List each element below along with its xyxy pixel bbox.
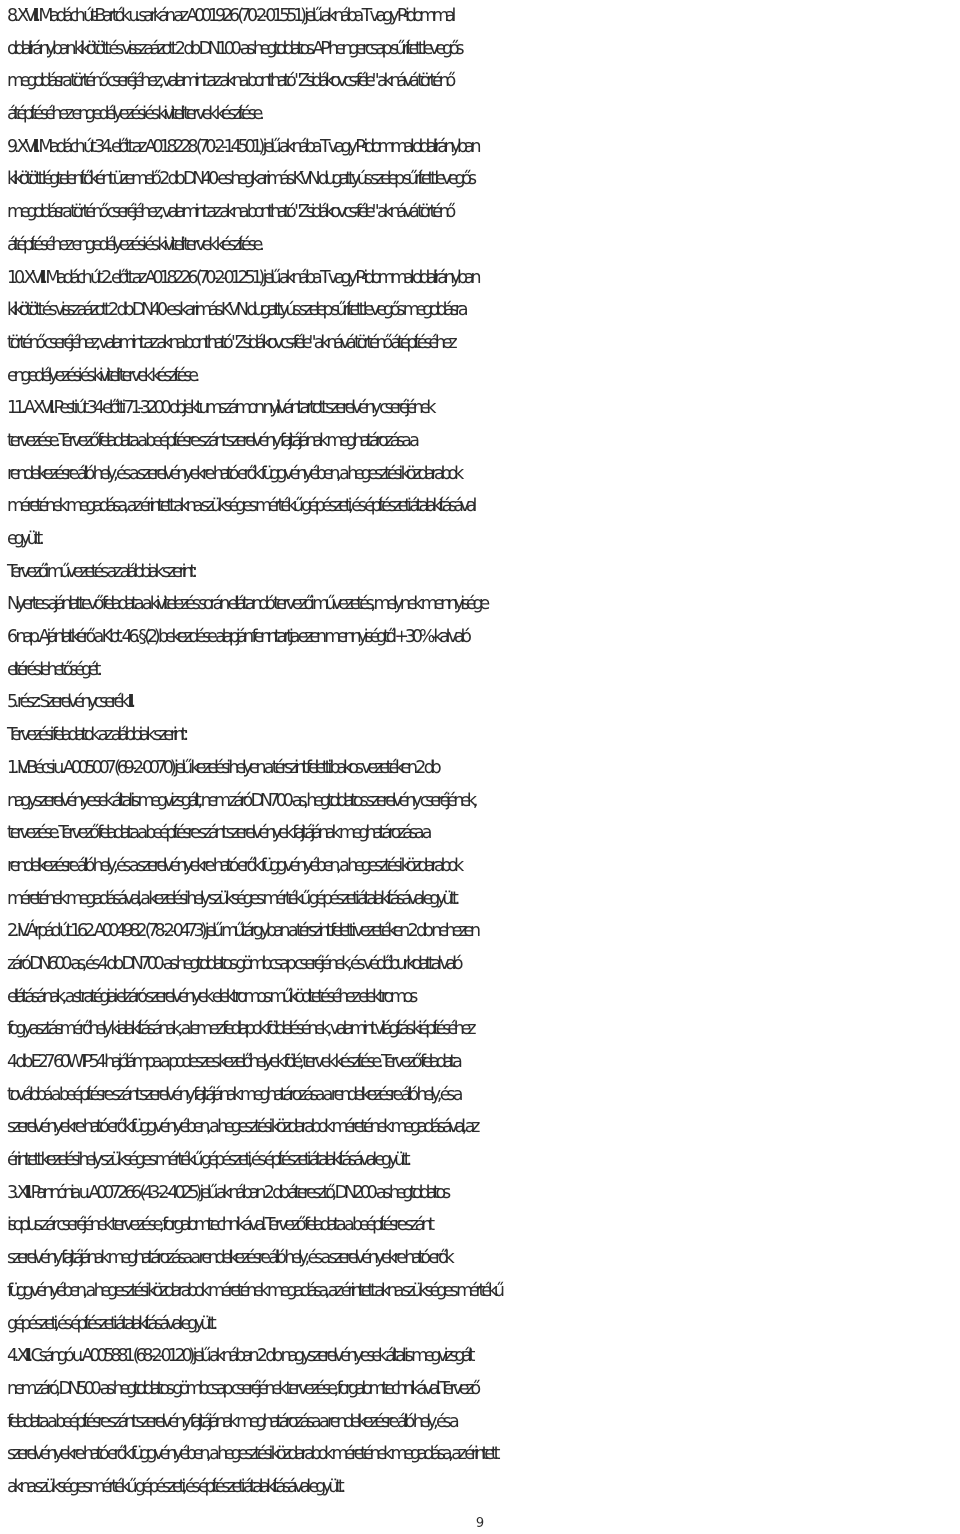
text-line: oldalirányban kikötött és visszaázott 2 db DN100-as hegtoldatos AP hengercsap sűrített levegős — [7, 38, 461, 59]
text-line: együtt. — [7, 529, 41, 549]
text-line: kikötött légtelenítőként üzemelő 2 db DN40-es hegkarimás KVN dugattyús szelep sűrített levegős — [7, 169, 473, 190]
text-line: rendelkezésre álló hely, és a szerelvényekre ható erők függvényében, a hegesztési közdarabok — [7, 463, 461, 484]
text-line: tervezése. Tervező feladata a beépítésre szánt szerelvények fajtájának meghatározása a — [7, 823, 429, 844]
text-line: 8. XVIII. Madách út-Bartók u. sarkán az A001926 (70-2-01551) jelű aknába T vagy P-idommal — [7, 6, 453, 26]
text-line: 4 db E27 60W IP54 hajólámpa a podeszes kezelőhelyek fölé, tervek készítése. Tervező feladata — [7, 1052, 459, 1072]
text-line: akna szükséges mértékű gépészeti, és építészeti átalakításával együtt. — [7, 1476, 342, 1497]
text-line: kikötött és visszaázott 2 db DN40-es karimás KVN dugattyús szelep sűrített levegős megoldásra — [7, 300, 465, 321]
text-line: átépítéséhez engedélyezési és kiviteli tervek készítése. — [7, 234, 261, 255]
text-line: 11. A XVII. Pesti út 34 előtti 71-3200 objektumszámon nyilvántartott szerelvény cseréjének — [7, 398, 433, 419]
text-line: 3. XIII. Pannónia u. A007266 (43-2-4025) jelű aknában 2 db áteresztő, DN200-as hegtoldatos — [7, 1182, 448, 1203]
text-line: 1. IV. Bécsi u. A005007 (69-2-0070) jelű kezelési helyen a térszint feletti bakos vezetéken 2 db — [7, 757, 438, 778]
text-line: rendelkezésre álló hely, és a szerelvényekre ható erők függvényében, a hegesztési közdarabok — [7, 855, 461, 876]
document-body — [7, 0, 957, 1504]
text-line: továbbá a beépítésre szánt szerelvény fajtájának meghatározása a rendelkezésre álló hely, és a — [7, 1084, 460, 1105]
section-heading: Tervezési feladatok az alábbiak szerint: — [7, 725, 186, 746]
text-line: méretének megadása, az érintett akna szükséges mértékű gépészeti, és építészeti átalakításával — [7, 496, 474, 517]
text-line: 10. XVIII. Madách út 2. előtt az A018226 (70-2-01251) jelű aknába T vagy P-idommal oldalirányban — [7, 267, 478, 288]
page-number: 9 — [475, 1516, 485, 1531]
text-line: fogyasztásmérőhely kialakításának, a lemez fedlapok földelésének, valamint világítás kiépítéséhez — [7, 1019, 473, 1040]
text-line: megoldásra történő cseréjéhez, valamint az akna bontható "Zsidákovcs-féle" aknává történő — [7, 71, 453, 92]
text-line: függvényében, a hegesztési közdarabok méretének megadása, az érintett akna szükséges mértékű — [7, 1280, 501, 1301]
text-line: 2. IV. Árpád út 162. A004982 (78-2-0473) jelű műtárgyban a térszint feletti vezetéken 2 db nehezen — [7, 921, 477, 942]
text-line: megoldásra történő cseréjéhez, valamint az akna bontható "Zsidákovcs-féle" aknává történő — [7, 202, 453, 223]
text-line: ellátásának, a stratégiai elzáró szerelvények elektromos működtetéséhez elektromos — [7, 986, 415, 1007]
text-line: isoplus zár cseréjének tervezése, forgalomtechnikával. Tervező feladata a beépítésre szánt — [7, 1215, 431, 1236]
text-line: szerelvény fajtájának meghatározása a rendelkezésre álló hely, és a szerelvényekre ható erők — [7, 1248, 451, 1269]
text-line: eltérés lehetőségét. — [7, 659, 99, 680]
text-line: szerelvényekre ható erők függvényében, a hegesztési közdarabok méretének megadása, az érintett — [7, 1444, 497, 1465]
text-line: 4. XIII. Csángó u. A005881 (68-2-0120) jelű aknában 2 db nagyszerelvényesek által is megvizsgált — [7, 1346, 472, 1367]
text-line: záró DN600-as, és 4 db DN700-as hegtoldatos gömbcsap cseréjének, és védőburkolattal való — [7, 953, 460, 974]
text-line: gépészeti, és építészeti átalakításával együtt. — [7, 1313, 215, 1334]
text-line: méretének megadásával, a kezelési hely szükséges mértékű gépészeti átalakításával együtt. — [7, 888, 457, 909]
text-line: nagyszerelvényesek által is megvizsgált, nem záró DN700-as, hegtoldatos szerelvény cseréjének, — [7, 790, 475, 811]
text-line: történő cseréjéhez, valamint az akna bontható "Zsidákovcs-féle" aknává történő átépítéséhez — [7, 332, 454, 353]
text-line: engedélyezési és kiviteli tervek készítése. — [7, 365, 197, 386]
text-line: átépítéséhez engedélyezési és kiviteli tervek készítése. — [7, 104, 261, 125]
text-line: érintett kezelési hely szükséges mértékű gépészeti, és építészeti átalakításával együtt. — [7, 1150, 408, 1171]
text-line: tervezése. Tervező feladata a beépítésre szánt szerelvény fajtájának meghatározása a — [7, 430, 416, 451]
text-line: 6 nap. Ajánlatkérő a Kbt. 46. § (2) bekezdése alapján fenntartja ezen mennyiségtől +30%-kal való — [7, 627, 468, 648]
text-line: 9. XVIII. Madách út 34. előtt az A018228 (70-2-14501) jelű aknába T vagy P-idommal oldalirányban — [7, 136, 478, 157]
text-line: nem záró, DN500-as hegtoldatos gömbcsap cseréjének tervezése, forgalomtechnikával. Tervező — [7, 1378, 477, 1399]
text-line: szerelvényekre ható erők függvényében, a hegesztési közdarabok méretének megadásával, az — [7, 1117, 477, 1138]
text-line: Nyertes ajánlattevő feladata a kivitelezés során ellátandó tervezői művezetés, melynek mennyisége — [7, 594, 487, 615]
text-line: feladata a beépítésre szánt szerelvény fajtájának meghatározása a rendelkezésre álló hely, és a — [7, 1411, 456, 1432]
section-heading: Tervezői művezetés az alábbiak szerint: — [7, 561, 194, 582]
section-heading: 5. rész: Szerelvénycserék III. — [7, 692, 132, 713]
